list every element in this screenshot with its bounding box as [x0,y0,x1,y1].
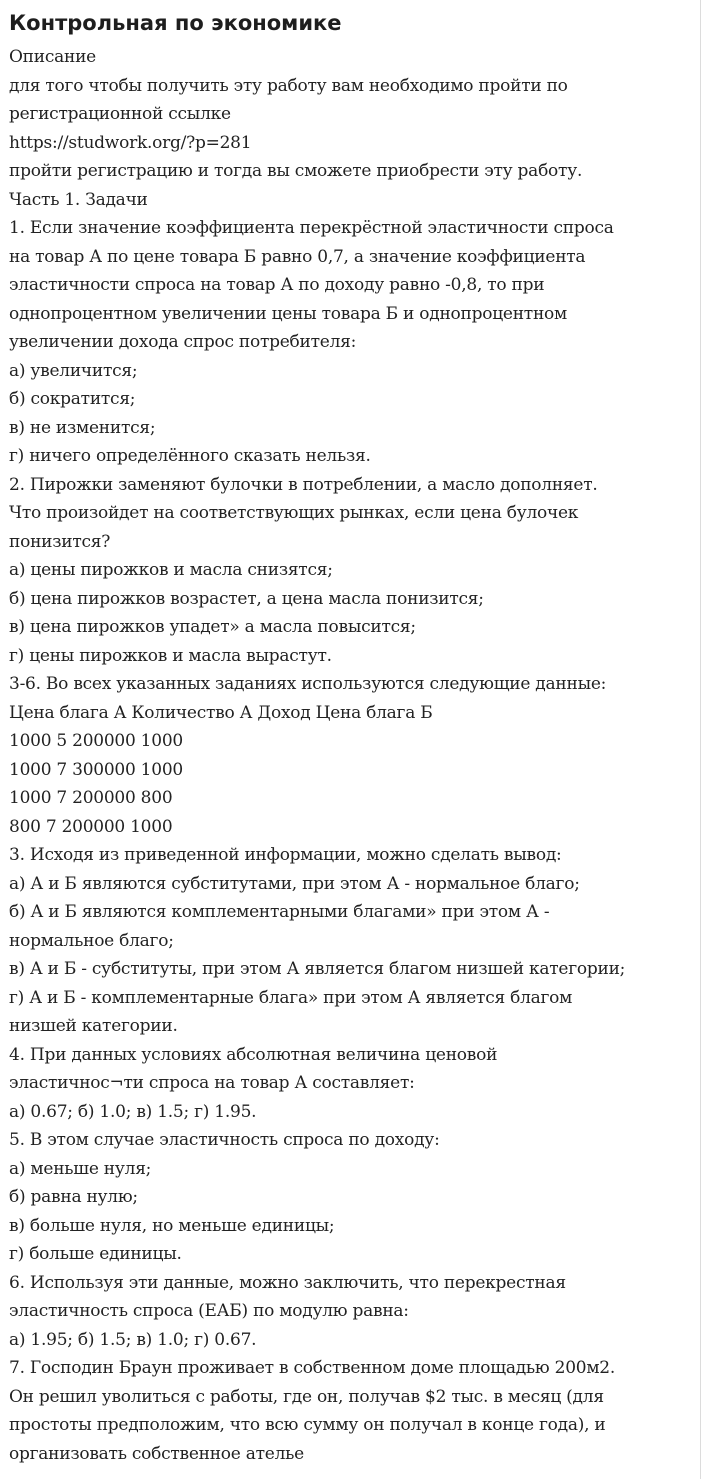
text-line: а) 1.95; б) 1.5; в) 1.0; г) 0.67. [9,1329,257,1350]
text-line: 800 7 200000 1000 [9,816,173,837]
text-line: 5. В этом случае эластичность спроса по доходу: [9,1130,440,1150]
text-line: для того чтобы получить эту работу вам необходимо пройти по [9,75,568,96]
text-line: https://studwork.org/?p=281 [9,132,252,153]
text-line: а) А и Б являются субститутами, при этом А - нормальное благо; [9,873,580,894]
text-line: в) А и Б - субституты, при этом А является благом низшей категории; [9,959,626,979]
text-line: увеличении дохода спрос потребителя: [9,332,357,352]
text-line: организовать собственное ателье [9,1443,304,1464]
text-line: эластичность спроса (ЕАБ) по модулю равна: [9,1301,409,1321]
text-line: б) цена пирожков возрастет, а цена масла понизится; [9,588,484,609]
text-line: Описание [9,47,96,67]
text-line: нормальное благо; [9,930,174,951]
text-line: г) А и Б - комплементарные блага» при этом А является благом [9,987,573,1008]
text-line: в) не изменится; [9,417,156,438]
text-line: 3. Исходя из приведенной информации, можно сделать вывод: [9,845,562,865]
text-line: 6. Используя эти данные, можно заключить, что перекрестная [9,1272,566,1293]
text-line: 7. Господин Браун проживает в собственном доме площадью 200м2. [9,1358,616,1378]
text-line: 2. Пирожки заменяют булочки в потреблении, а масло дополняет. [9,474,598,495]
text-line: б) сократится; [9,389,136,409]
text-line: Часть 1. Задачи [9,189,148,210]
text-line: б) А и Б являются комплементарными благами» при этом А - [9,902,550,922]
text-line: а) увеличится; [9,360,138,381]
text-line: эластичности спроса на товар А по доходу равно -0,8, то при [9,275,545,295]
text-line: Он решил уволиться с работы, где он, получав $2 тыс. в месяц (для [9,1386,604,1407]
text-line: 1000 5 200000 1000 [9,731,183,751]
page-title: Контрольная по экономике [9,11,342,35]
text-line: г) ничего определённого сказать нельзя. [9,446,371,466]
text-line: а) 0.67; б) 1.0; в) 1.5; г) 1.95. [9,1101,257,1122]
text-line: регистрационной ссылке [9,104,231,124]
text-line: в) больше нуля, но меньше единицы; [9,1215,335,1236]
text-line: а) цены пирожков и масла снизятся; [9,560,333,580]
text-line: 1. Если значение коэффициента перекрёстной эластичности спроса [9,218,614,238]
text-line: 3-6. Во всех указанных заданиях используются следующие данные: [9,674,607,694]
text-line: 1000 7 300000 1000 [9,759,183,780]
text-line: 1000 7 200000 800 [9,788,173,808]
text-line: пройти регистрацию и тогда вы сможете приобрести эту работу. [9,161,583,181]
text-line: эластичнос¬ти спроса на товар А составляет: [9,1073,415,1093]
text-line: простоты предположим, что всю сумму он получал в конце года), и [9,1415,606,1435]
text-line: низшей категории. [9,1016,178,1036]
text-line: Что произойдет на соответствующих рынках, если цена булочек [9,503,579,523]
document-body [9,43,690,1468]
text-line: понизится? [9,531,111,552]
text-line: б) равна нулю; [9,1187,138,1207]
text-line: Цена блага А Количество А Доход Цена блага Б [9,702,433,723]
text-line: на товар А по цене товара Б равно 0,7, а значение коэффициента [9,246,586,267]
text-line: в) цена пирожков упадет» а масла повысится; [9,617,416,637]
text-line: г) цены пирожков и масла вырастут. [9,645,332,666]
text-line: 4. При данных условиях абсолютная величина ценовой [9,1044,498,1065]
text-line: а) меньше нуля; [9,1158,152,1179]
text-line: однопроцентном увеличении цены товара Б и однопроцентном [9,303,567,324]
text-line: г) больше единицы. [9,1244,182,1264]
